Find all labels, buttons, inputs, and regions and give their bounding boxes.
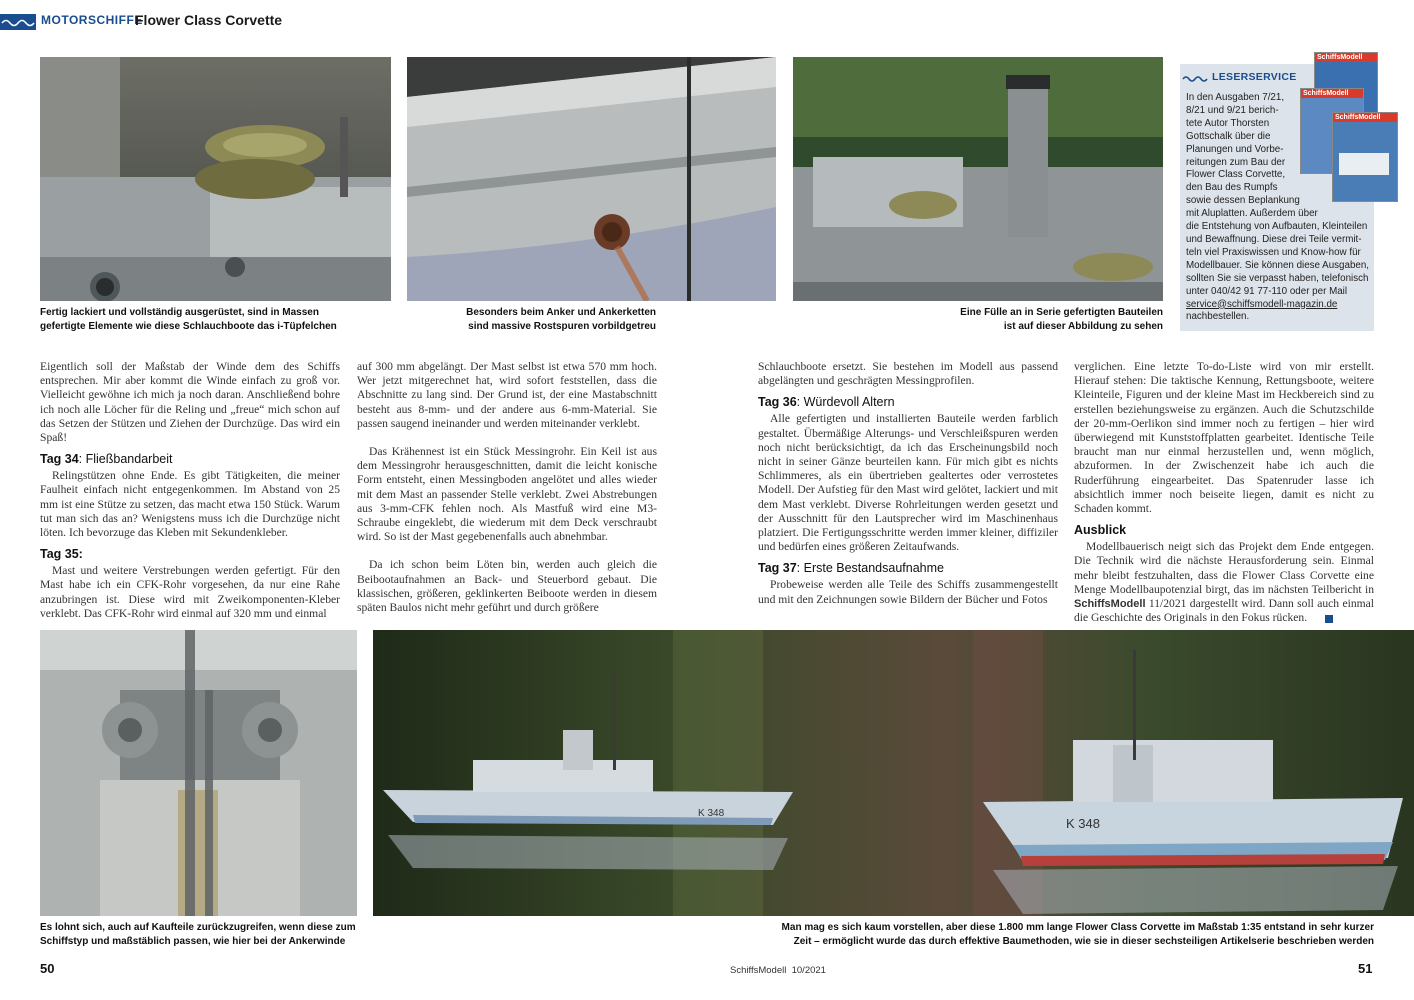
article-title: Flower Class Corvette: [135, 12, 283, 28]
photo-anchor-winch: [40, 630, 357, 916]
reader-service-text: In den Ausgaben 7/21, 8/21 und 9/21 berich- tete Autor Thorsten Gottschalk über die Planungen und Vorbe- reitungen zum Bau der Flower Class Corvette, den Bau des Rumpfs sowie dessen Beplankung mit Aluplatten. Außerdem über die Entstehung von Aufbauten, Kleinteilen und Bewaffnung. Diese drei Teile vermit- teln viel Praxiswissen und Know-how für Modellbauer. Sie können diese Ausgaben, sollten Sie sie verpasst haben, telefonisch unter 040/42 91 77-110 oder per Mail service@schiffsmodell-magazin.de nachbestellen.: [1186, 92, 1370, 323]
heading-tag-34: Tag 34: Fließbandarbeit: [40, 452, 173, 467]
caption-photo-2: Besonders beim Anker und Ankerketten sind massive Rostspuren vorbildgetreu: [466, 307, 656, 332]
section-label: MOTORSCHIFFE: [41, 13, 143, 27]
hull-number-1: K 348: [698, 808, 725, 819]
wave-small-icon: [1182, 72, 1208, 84]
page-number-right: 51: [1358, 961, 1373, 976]
caption-photo-4: Es lohnt sich, auch auf Kaufteile zurückzugreifen, wenn diese zum Schiffstyp und maßstäblich passen, wie hier bei der Ankerwinde: [40, 922, 356, 947]
heading-tag-35: Tag 35:: [40, 547, 83, 562]
reader-service-heading: LESERSERVICE: [1212, 71, 1297, 83]
footer-magazine: SchiffsModell 10/2021: [730, 965, 826, 976]
photo-ships-on-water: [373, 630, 1414, 916]
cover-3: SchiffsModell: [1332, 112, 1398, 202]
photo-superstructure: [793, 57, 1163, 301]
hull-number-2: K 348: [1066, 816, 1100, 831]
text-column-4: verglichen. Eine letzte To-do-Liste wird von mir erstellt. Hierauf stehen: Die taktische Kennung, Rettungsboote, weitere Kleinteile, Figuren und der kleine Mast im Heckbereich sind zu erstellen beziehungsweise zu ergänzen. Auch die Schutzschilde der 20-mm-Oerlikon sind immer noch zu fertigen – hier wird überwiegend mit Kunststoffplatten gearbeitet. Identische Teile braucht man nur einmal herzustellen und, wenn möglich, abzuformen. In der Zwischenzeit habe ich auch die Ruderführung eingearbeitet. Das Spatenruder lasse ich absichtlich immer noch beiseite liegen, damit es nicht zu Schaden kommt. Ausblick Modellbauerisch neigt sich das Projekt dem Ende entgegen. Die Technik wird die nächste Herausforderung sein. Einmal mehr bleibt festzuhalten, dass die Flower Class Corvette eine Menge Modellbaupotenzial birgt, das im nächsten Teilbericht in SchiffsModell 11/2021 dargestellt wird. Dann soll auch einmal die Geschichte des Originals in den Fokus rücken.: [1074, 360, 1374, 625]
text-column-1: Eigentlich soll der Maßstab der Winde dem des Schiffs entsprechen. Mir aber kommt die Winde einfach zu groß vor. Vielleicht gewöhne ich mich ja noch daran. Anschließend bohre ich noch alle Löcher für die Reling und „freue“ mich schon auf das Setzen der Stützen und Ziehen der Durchzüge. Das wird ein Spaß! Tag 34: Fließbandarbeit Relingstützen ohne Ende. Es gibt Tätigkeiten, die meiner Faulheit einfach nicht entgegenkommen. Im Abstand von 25 mm ist eine Stütze zu setzen, das macht etwa 150 Stück. Warum tut man sich das an? Wenigstens muss ich die Durchzüge nicht löten. Ich bevorzuge das Kleben mit Sekundenkleber. Tag 35: Mast und weitere Verstrebungen werden gefertigt. Für den Mast habe ich ein CFK-Rohr vorgesehen, da nur eine Rahe anzubringen ist. Diese wird mit Zweikomponenten-Kleber verklebt. Das CFK-Rohr wird einmal auf 320 mm und einmal: [40, 360, 340, 620]
magazine-covers: [1296, 52, 1400, 202]
heading-tag-37: Tag 37: Erste Bestandsaufnahme: [758, 561, 944, 576]
text-column-2: auf 300 mm abgelängt. Der Mast selbst ist etwa 570 mm hoch. Wer jetzt mitgerechnet hat, wird sofort feststellen, dass die Abschnitte zu lang sind. Der Grund ist, der eine Mastabschnitt besteht aus 8-mm- und der andere aus 6-mm-Material. Sie passen saugend ineinander und werden miteinander verklebt. Das Krähennest ist ein Stück Messingrohr. Ein Keil ist aus dem Messingrohr herausgeschnitten, damit die leicht konische Form entsteht, einen Messingboden angelötet und alles wieder mit dem Mast an passender Stelle verklebt. Zwei Abstrebungen aus 3-mm-CFK fehlen noch. Als Mastfuß wird eine M3-Schraube eingeklebt, die wiederum mit dem Deck verschraubt wird. So ist der Mast gegebenenfalls auch abnehmbar. Da ich schon beim Löten bin, werden auch gleich die Beibootaufnahmen an Back- und Steuerbord gebaut. Die klassischen, größeren, geklinkerten Beiboote werden in diesem späten Baulos nicht mehr geführt und durch größere: [357, 360, 657, 615]
text-column-3: Schlauchboote ersetzt. Sie bestehen im Modell aus passend abgelängten und geschrägten Messingprofilen. Tag 36: Würdevoll Altern Alle gefertigten und installierten Bauteile werden farblich gestaltet. Übermäßige Alterungs- und Verschleißspuren werden noch nicht berücksichtigt, da ich das Erscheinungsbild noch nicht in seiner Gänze beurteilen kann. Für mich gibt es nichts Schlimmeres, als ein übertrieben gealtertes oder verrostetes Modell. Der Aufstieg für den Mast wird gelötet, lackiert und mit dem Mast verklebt. Diverse Rohrleitungen werden gesetzt und der Ausschnitt für den Lautsprecher wird im Maschinenhaus platziert. Die Fertigungsschritte werden immer kleiner, diffiziler und bedürfen eines größeren Zeitaufwands. Tag 37: Erste Bestandsaufnahme Probeweise werden alle Teile des Schiffs zusammengestellt und mit den Zeichnungen sowie Bildern der Bücher und Fotos: [758, 360, 1058, 606]
photo-anchor: [407, 57, 776, 301]
photo-dinghies: [40, 57, 391, 301]
cover-2: SchiffsModell: [1300, 88, 1364, 174]
wave-logo-icon: [0, 14, 36, 30]
email-link[interactable]: service@schiffsmodell-magazin.de: [1186, 298, 1338, 310]
end-mark-icon: [1325, 615, 1333, 623]
caption-photo-1: Fertig lackiert und vollständig ausgerüstet, sind in Massen gefertigte Elemente wie diese Schlauchboote das i-Tüpfelchen: [40, 307, 337, 332]
page-number-left: 50: [40, 961, 55, 976]
cover-1: SchiffsModell: [1314, 52, 1378, 138]
heading-tag-36: Tag 36: Würdevoll Altern: [758, 395, 895, 410]
heading-ausblick: Ausblick: [1074, 523, 1127, 538]
caption-photo-5: Man mag es sich kaum vorstellen, aber diese 1.800 mm lange Flower Class Corvette im Maßstab 1:35 entstand in sehr kurzer Zeit – ermöglicht wurde das durch effektive Baumethoden, wie sie in dieser sechsteiligen Artikelserie beschrieben werden: [781, 922, 1374, 947]
caption-photo-3: Eine Fülle an in Serie gefertigten Bauteilen ist auf dieser Abbildung zu sehen: [960, 307, 1163, 332]
